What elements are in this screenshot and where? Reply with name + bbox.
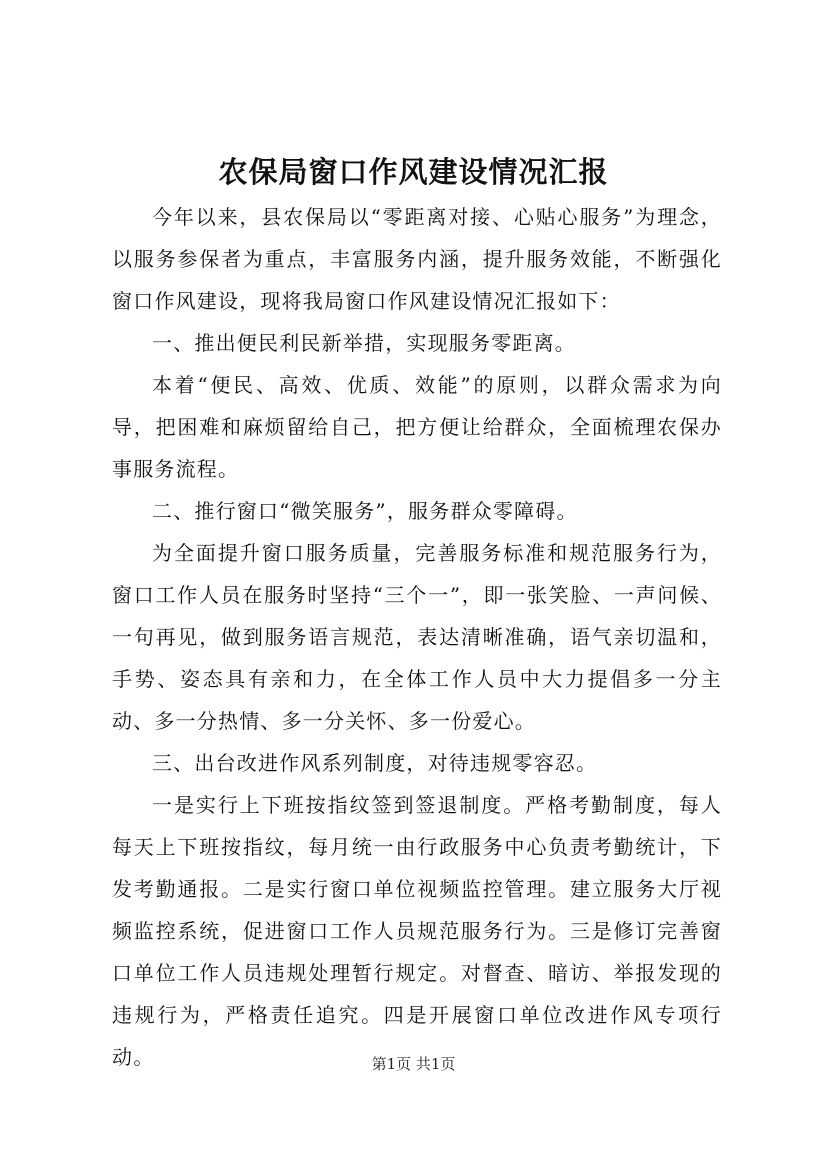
paragraph-section-2: 为全面提升窗口服务质量，完善服务标准和规范服务行为，窗口工作人员在服务时坚持“三个一”，即一张笑脸、一声问候、一句再见，做到服务语言规范，表达清晰准确，语气亲切温和，手势、姿态具有亲和力，在全体工作人员中大力提倡多一分主动、多一分热情、多一分关怀、多一份爱心。 [112,541,722,733]
section-heading-2: 二、推行窗口“微笑服务”，服务群众零障碍。 [152,499,578,523]
document-body [112,196,722,1078]
paragraph-section-3: 一是实行上下班按指纹签到签退制度。严格考勤制度，每人每天上下班按指纹，每月统一由行政服务中心负责考勤统计，下发考勤通报。二是实行窗口单位视频监控管理。建立服务大厅视频监控系统，促进窗口工作人员规范服务行为。三是修订完善窗口单位工作人员违规处理暂行规定。对督查、暗访、举报发现的违规行为，严格责任追究。四是开展窗口单位改进作风专项行动。 [112,793,722,1069]
paragraph-intro: 今年以来，县农保局以“零距离对接、心贴心服务”为理念，以服务参保者为重点，丰富服务内涵，提升服务效能，不断强化窗口作风建设，现将我局窗口作风建设情况汇报如下： [112,205,722,313]
section-heading-1: 一、推出便民利民新举措，实现服务零距离。 [152,331,576,355]
paragraph-section-1: 本着“便民、高效、优质、效能”的原则，以群众需求为向导，把困难和麻烦留给自己，把方便让给群众，全面梳理农保办事服务流程。 [112,373,722,481]
page-footer: 第1页 共1页 [371,1055,456,1073]
document-title: 农保局窗口作风建设情况汇报 [218,155,609,189]
section-heading-3: 三、出台改进作风系列制度，对待违规零容忍。 [152,751,598,775]
